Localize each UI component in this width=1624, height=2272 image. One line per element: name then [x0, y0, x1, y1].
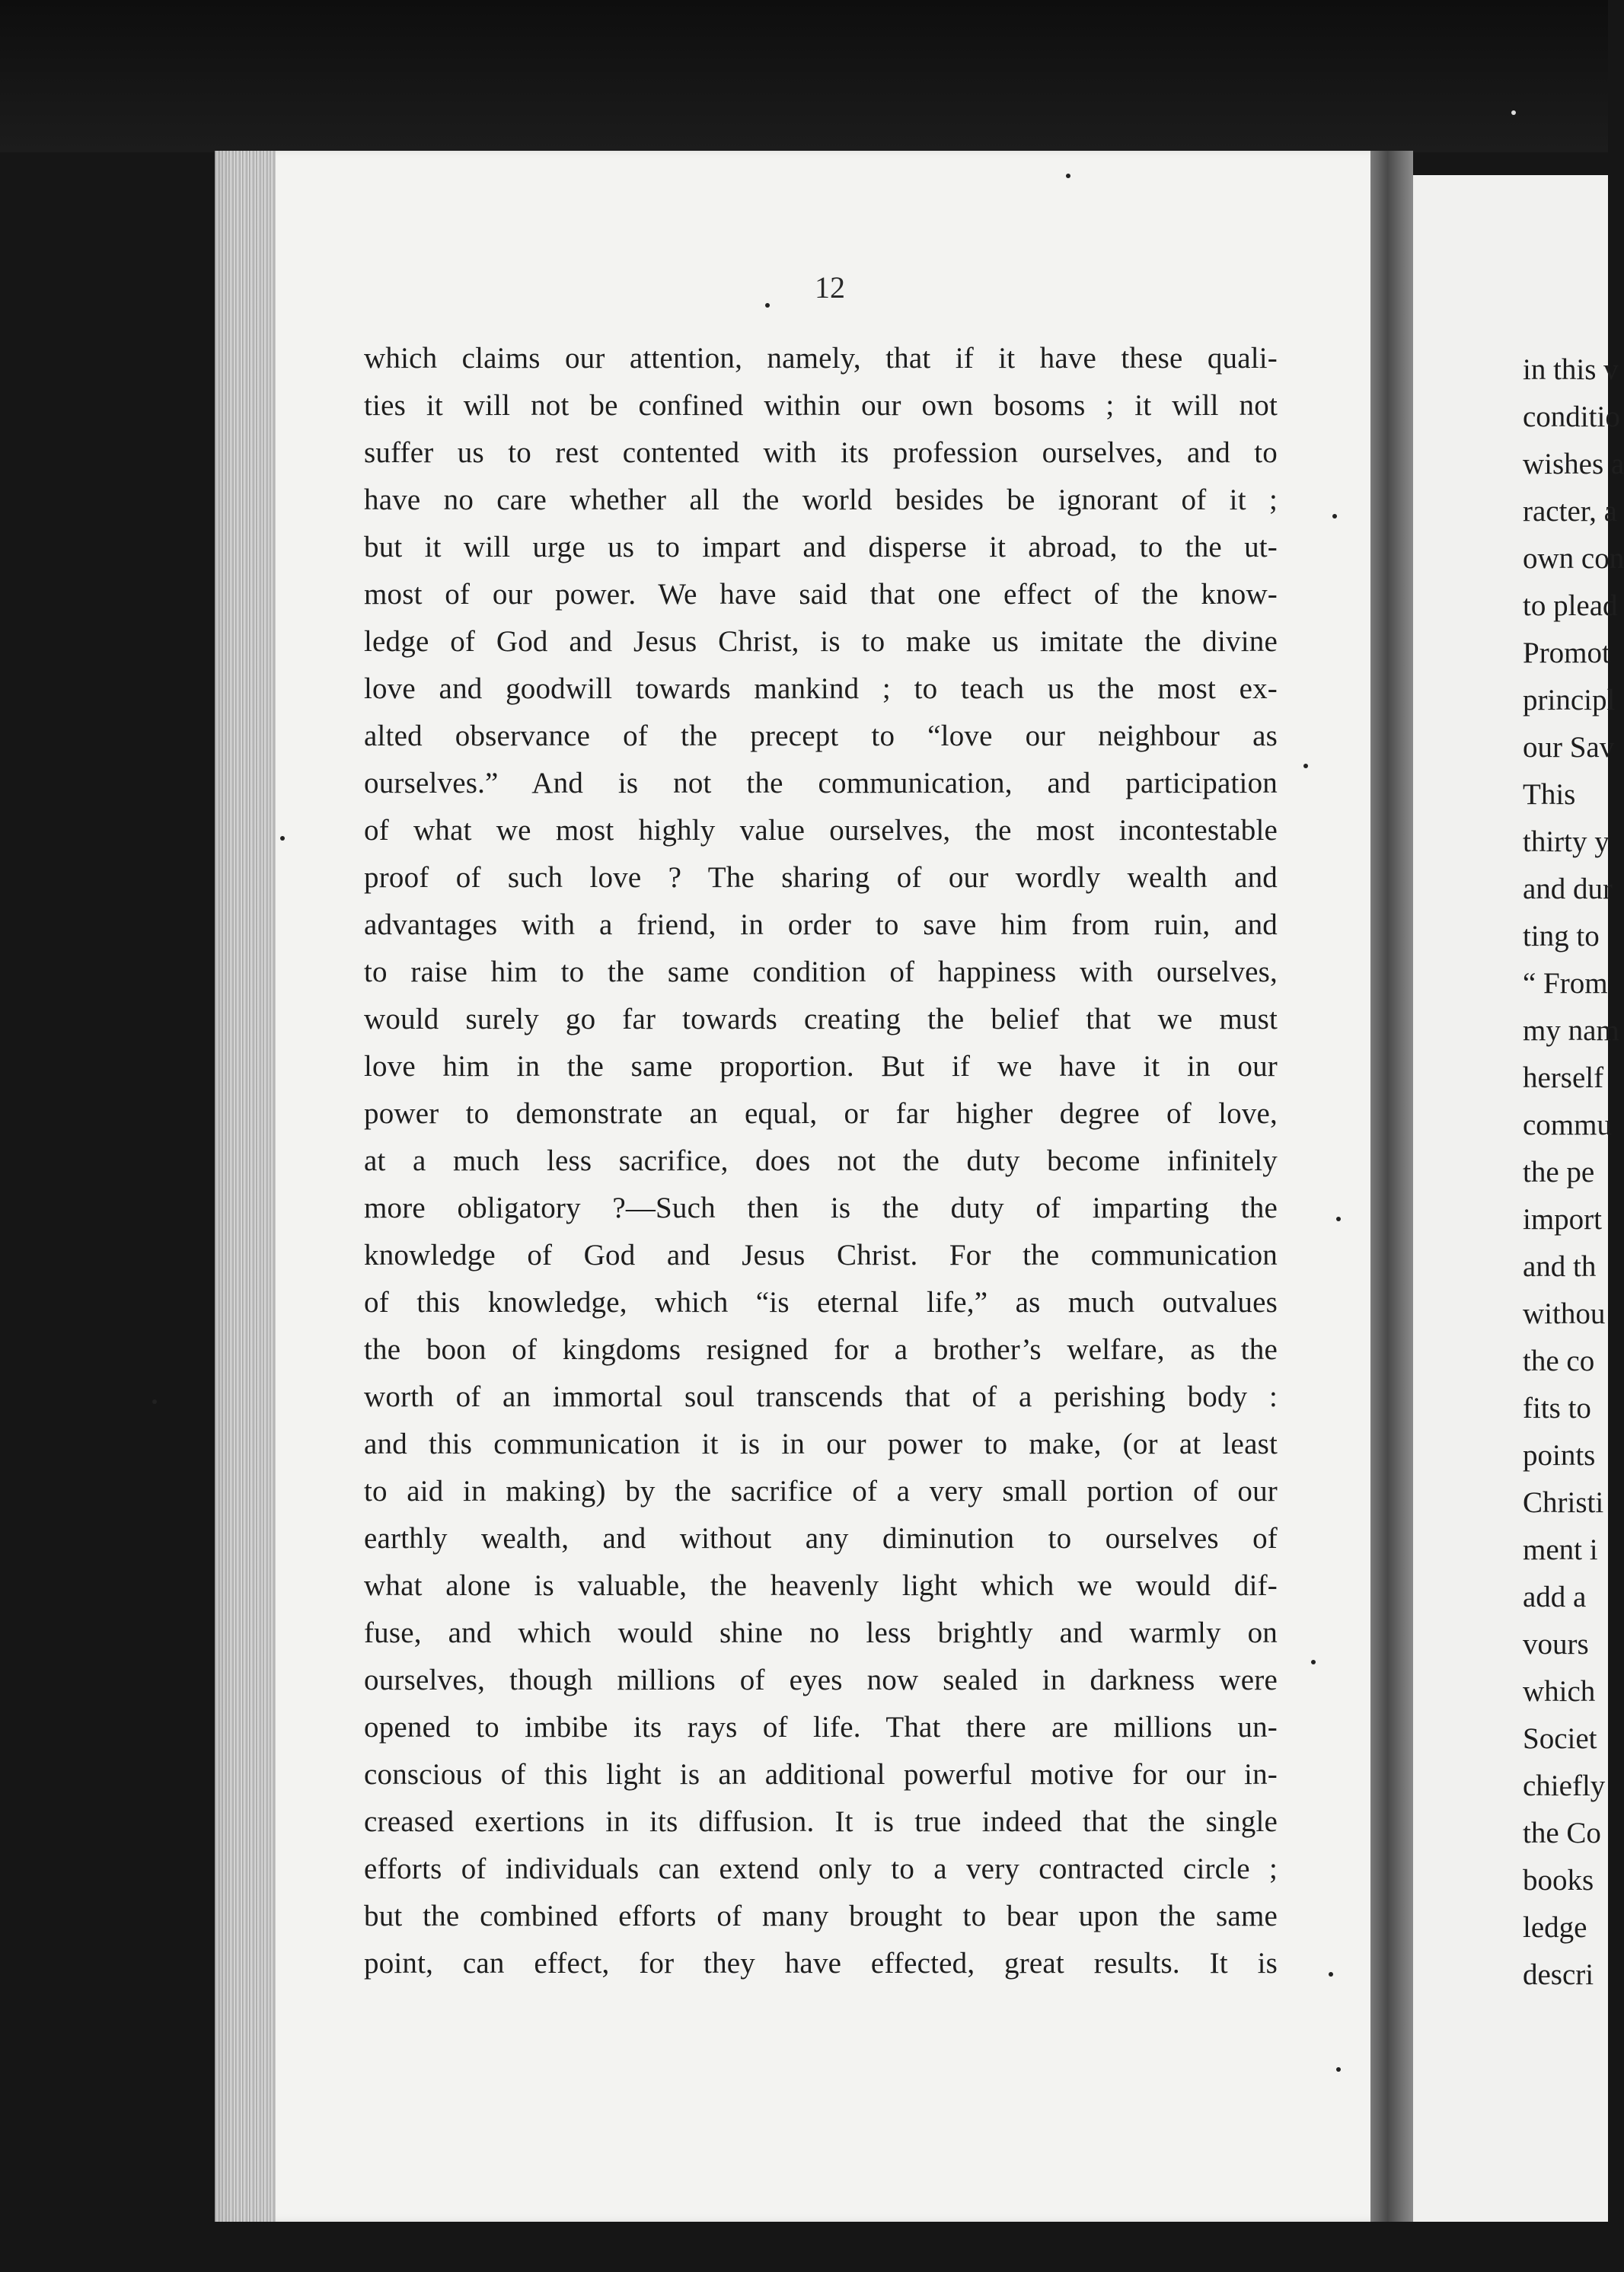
text-line: suffer us to rest contented with its profession ourselves, and to: [364, 436, 1278, 469]
facing-line: Societ: [1523, 1722, 1597, 1755]
text-line: ledge of God and Jesus Christ, is to make us imitate the divine: [364, 625, 1278, 658]
facing-line: principl: [1523, 684, 1616, 716]
facing-line: herself: [1523, 1061, 1604, 1094]
text-line: ourselves.” And is not the communication, and participation: [364, 767, 1278, 799]
facing-line: descri: [1523, 1958, 1594, 1991]
text-line: opened to imbibe its rays of life. That there are millions un-: [364, 1711, 1278, 1744]
text-line: love him in the same proportion. But if we have it in our: [364, 1050, 1278, 1083]
scan-speck: [152, 1399, 157, 1404]
facing-line: add a: [1523, 1581, 1587, 1613]
facing-line: ment i: [1523, 1533, 1598, 1566]
facing-line: in this v: [1523, 353, 1619, 386]
facing-page-text: [1523, 346, 1624, 1999]
facing-line: “ From: [1523, 967, 1608, 1000]
text-line: the boon of kingdoms resigned for a brother’s welfare, as the: [364, 1333, 1278, 1366]
text-line: and this communication it is in our power to make, (or at least: [364, 1428, 1278, 1460]
text-line: to raise him to the same condition of happiness with ourselves,: [364, 956, 1278, 988]
text-line: most of our power. We have said that one effect of the know-: [364, 578, 1278, 611]
scan-speck: [1336, 1217, 1341, 1221]
facing-line: ledge: [1523, 1911, 1587, 1944]
body-text: [364, 335, 1278, 1987]
text-line: of this knowledge, which “is eternal life,” as much outvalues: [364, 1286, 1278, 1319]
text-line: but the combined efforts of many brought to bear upon the same: [364, 1900, 1278, 1932]
facing-line: the pe: [1523, 1156, 1595, 1189]
facing-line: ting to: [1523, 920, 1600, 953]
text-line: knowledge of God and Jesus Christ. For the communication: [364, 1239, 1278, 1272]
text-line: conscious of this light is an additional powerful motive for our in-: [364, 1758, 1278, 1791]
page-number: 12: [815, 270, 845, 305]
scan-speck: [1066, 174, 1070, 178]
text-line: alted observance of the precept to “love our neighbour as: [364, 720, 1278, 752]
text-line: point, can effect, for they have effected, great results. It is: [364, 1947, 1278, 1980]
facing-line: Promot: [1523, 637, 1610, 669]
scan-speck: [765, 303, 770, 308]
scan-speck: [1329, 1972, 1333, 1977]
text-line: ourselves, though millions of eyes now sealed in darkness were: [364, 1664, 1278, 1696]
text-line: love and goodwill towards mankind ; to teach us the most ex-: [364, 672, 1278, 705]
text-line: what alone is valuable, the heavenly light which we would dif-: [364, 1569, 1278, 1602]
facing-line: racter, a: [1523, 495, 1617, 528]
text-line: to aid in making) by the sacrifice of a very small portion of our: [364, 1475, 1278, 1508]
facing-line: our Sav: [1523, 731, 1615, 764]
text-line: creased exertions in its diffusion. It is true indeed that the single: [364, 1805, 1278, 1838]
facing-line: wishes a: [1523, 448, 1624, 480]
facing-line: Christi: [1523, 1486, 1604, 1519]
book-gutter: [1370, 151, 1413, 2222]
text-line: power to demonstrate an equal, or far higher degree of love,: [364, 1097, 1278, 1130]
film-border: [0, 0, 1608, 152]
scan-speck: [1511, 110, 1516, 115]
text-line: earthly wealth, and without any diminution to ourselves of: [364, 1522, 1278, 1555]
facing-line: and th: [1523, 1250, 1597, 1283]
facing-line: import: [1523, 1203, 1602, 1236]
text-line: advantages with a friend, in order to save him from ruin, and: [364, 908, 1278, 941]
facing-line: books: [1523, 1864, 1594, 1897]
facing-line: fits to: [1523, 1392, 1591, 1425]
text-line: but it will urge us to impart and disperse it abroad, to the ut-: [364, 531, 1278, 563]
scan-speck: [1311, 1660, 1316, 1664]
text-line: worth of an immortal soul transcends that of a perishing body :: [364, 1380, 1278, 1413]
facing-line: and dur: [1523, 873, 1613, 905]
text-line: would surely go far towards creating the belief that we must: [364, 1003, 1278, 1035]
text-line: which claims our attention, namely, that if it have these quali-: [364, 342, 1278, 375]
text-line: of what we most highly value ourselves, the most incontestable: [364, 814, 1278, 847]
facing-line: This: [1523, 778, 1576, 811]
scan-speck: [280, 836, 285, 841]
facing-line: the co: [1523, 1345, 1595, 1377]
text-line: efforts of individuals can extend only to a very contracted circle ;: [364, 1852, 1278, 1885]
text-line: at a much less sacrifice, does not the duty become infinitely: [364, 1144, 1278, 1177]
facing-line: my nam: [1523, 1014, 1619, 1047]
facing-line: which: [1523, 1675, 1596, 1708]
facing-line: the Co: [1523, 1817, 1601, 1849]
text-line: fuse, and which would shine no less brightly and warmly on: [364, 1616, 1278, 1649]
text-line: more obligatory ?—Such then is the duty of imparting the: [364, 1192, 1278, 1224]
facing-line: withou: [1523, 1297, 1606, 1330]
facing-line: conditio: [1523, 400, 1620, 433]
scan-speck: [1336, 2067, 1341, 2072]
facing-line: own con: [1523, 542, 1624, 575]
scan-speck: [1332, 514, 1337, 519]
text-line: have no care whether all the world besides be ignorant of it ;: [364, 483, 1278, 516]
facing-line: chiefly: [1523, 1769, 1606, 1802]
facing-line: commu: [1523, 1109, 1612, 1141]
facing-line: vours: [1523, 1628, 1589, 1661]
facing-line: points: [1523, 1439, 1596, 1472]
facing-line: to plead: [1523, 589, 1618, 622]
text-line: proof of such love ? The sharing of our wordly wealth and: [364, 861, 1278, 894]
text-line: ties it will not be confined within our own bosoms ; it will not: [364, 389, 1278, 422]
page-edges: [215, 151, 276, 2222]
scan-speck: [1303, 764, 1308, 768]
facing-line: thirty y: [1523, 825, 1610, 858]
